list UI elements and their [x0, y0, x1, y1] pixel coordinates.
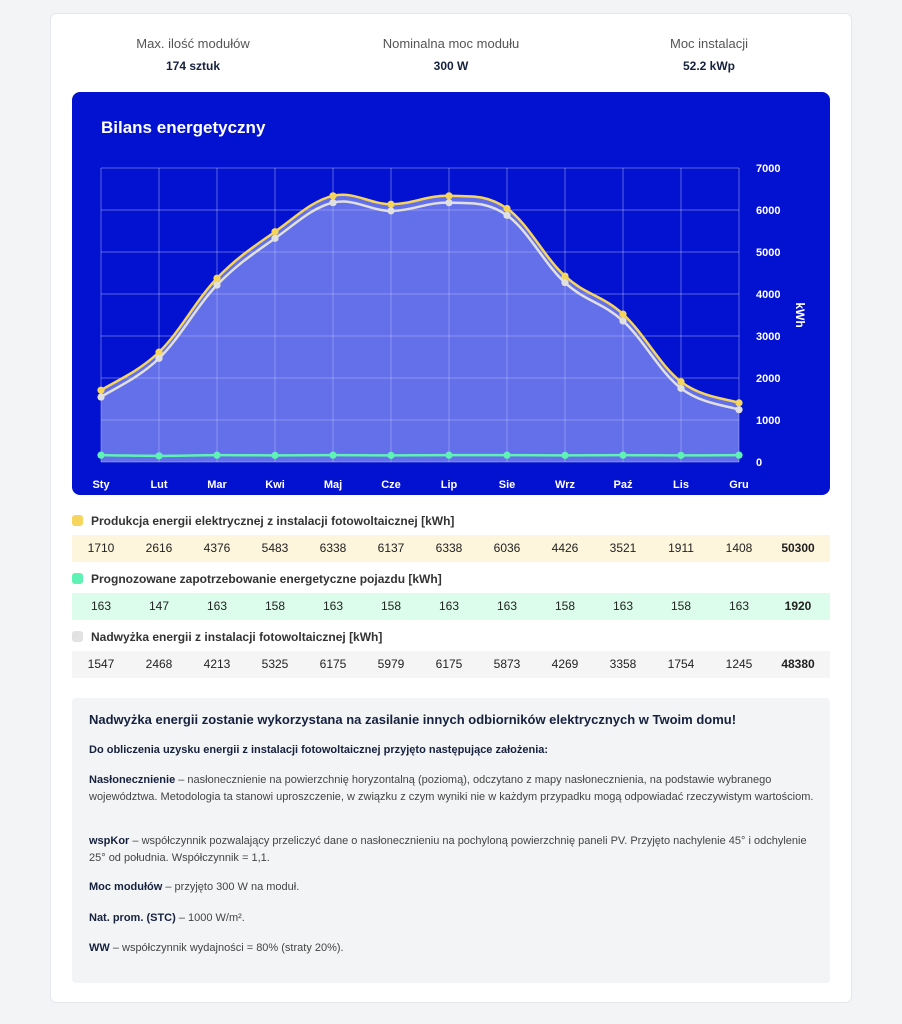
- table-cell: 3358: [609, 657, 637, 671]
- data-point: [503, 452, 510, 459]
- x-tick-label: Lip: [440, 479, 458, 491]
- x-tick-label: Lut: [150, 479, 168, 491]
- data-point: [213, 452, 220, 459]
- table-cell: 163: [728, 599, 750, 613]
- energy-calculator-card: [50, 13, 852, 1003]
- assumption-term: Moc modułów: [89, 881, 163, 893]
- data-point: [271, 235, 278, 242]
- legend-swatch: [72, 573, 83, 584]
- assumption-item: [89, 879, 814, 896]
- table-cell: 5979: [377, 657, 405, 671]
- x-tick-label: Maj: [323, 479, 343, 491]
- legend-label: Produkcja energii elektrycznej z instalacji fotowoltaicznej [kWh]: [91, 514, 455, 528]
- x-tick-label: Wrz: [555, 479, 575, 491]
- table-cell: 1408: [725, 541, 753, 555]
- table-row: [72, 593, 830, 620]
- data-point: [619, 317, 626, 324]
- x-tick-label: Paź: [613, 479, 633, 491]
- legend-label: Prognozowane zapotrzebowanie energetyczne pojazdu [kWh]: [91, 572, 442, 586]
- assumption-term: wspKor: [89, 835, 130, 847]
- table-cell: 5873: [493, 657, 521, 671]
- data-point: [561, 279, 568, 286]
- chart-canvas: [72, 92, 830, 495]
- assumption-term: WW: [89, 942, 110, 954]
- table-cell: 163: [322, 599, 344, 613]
- legend-swatch: [72, 631, 83, 642]
- data-point: [503, 205, 510, 212]
- y-tick-label: 7000: [756, 163, 781, 175]
- data-point: [387, 201, 394, 208]
- y-tick-label: 1000: [756, 415, 781, 427]
- table-row: [72, 651, 830, 678]
- data-point: [329, 452, 336, 459]
- legend-label: Nadwyżka energii z instalacji fotowoltaicznej [kWh]: [91, 630, 383, 644]
- data-point: [329, 199, 336, 206]
- table-cell: 163: [438, 599, 460, 613]
- table-cell: 6338: [319, 541, 347, 555]
- table-cell: 1710: [87, 541, 115, 555]
- legend-swatch: [72, 515, 83, 526]
- table-cell: 5325: [261, 657, 289, 671]
- series-line: [101, 455, 739, 456]
- table-total-cell: 48380: [781, 657, 815, 671]
- stats-summary: [51, 36, 851, 76]
- x-tick-label: Lis: [673, 479, 689, 491]
- assumption-text: – nasłonecznienie na powierzchnię horyzontalną (poziomą), odczytano z mapy nasłonecznienia, na podstawie wybranego województwa. Metodologia ta stanowi uproszczenie, w związku z czym wyniki nie w każdym przypadku mogą odpowiadać rzeczywistym wartościom.: [89, 774, 814, 803]
- data-point: [677, 452, 684, 459]
- table-cell: 147: [148, 599, 170, 613]
- table-cell: 2616: [145, 541, 173, 555]
- table-cell: 4376: [203, 541, 231, 555]
- data-point: [387, 207, 394, 214]
- data-point: [677, 378, 684, 385]
- x-tick-label: Cze: [381, 479, 401, 491]
- table-cell: 1245: [725, 657, 753, 671]
- assumption-item: [89, 940, 814, 957]
- stat-installation-power: [589, 36, 829, 73]
- table-legend: [72, 570, 830, 588]
- assumptions-panel: [72, 698, 830, 983]
- y-tick-label: 5000: [756, 247, 781, 259]
- data-point: [213, 281, 220, 288]
- table-cell: 158: [380, 599, 402, 613]
- table-cell: 1911: [668, 541, 694, 555]
- data-point: [97, 452, 104, 459]
- energy-balance-chart: [72, 92, 830, 495]
- data-point: [271, 452, 278, 459]
- table-legend: [72, 512, 830, 530]
- stat-value: 174 sztuk: [165, 59, 221, 73]
- stat-value: 52.2 kWp: [682, 59, 736, 73]
- table-cell: 6036: [493, 541, 521, 555]
- data-point: [561, 452, 568, 459]
- data-point: [97, 393, 104, 400]
- table-cell: 6175: [319, 657, 347, 671]
- data-point: [387, 452, 394, 459]
- assumption-text: – przyjęto 300 W na moduł.: [162, 881, 300, 893]
- x-tick-label: Sie: [498, 479, 516, 491]
- table-cell: 6175: [435, 657, 463, 671]
- assumption-item: [89, 910, 814, 927]
- stat-label: Max. ilość modułów: [136, 36, 250, 51]
- data-point: [445, 452, 452, 459]
- stat-value: 300 W: [433, 59, 469, 73]
- data-point: [329, 192, 336, 199]
- data-point: [503, 212, 510, 219]
- data-point: [619, 452, 626, 459]
- table-legend: [72, 628, 830, 646]
- table-cell: 4426: [551, 541, 579, 555]
- table-row: [72, 535, 830, 562]
- stat-max-modules: [73, 36, 313, 73]
- data-point: [271, 228, 278, 235]
- production-area: [101, 195, 739, 462]
- x-tick-label: Sty: [92, 479, 110, 491]
- y-tick-label: 2000: [756, 373, 781, 385]
- table-total-cell: 1920: [784, 599, 812, 613]
- table-cell: 4213: [203, 657, 231, 671]
- table-cell: 5483: [261, 541, 289, 555]
- table-cell: 163: [90, 599, 112, 613]
- stat-label: Moc instalacji: [669, 36, 749, 51]
- data-point: [677, 385, 684, 392]
- assumption-item: [89, 772, 814, 806]
- stat-label: Nominalna moc modułu: [382, 36, 520, 51]
- data-point: [445, 192, 452, 199]
- data-point: [735, 406, 742, 413]
- x-tick-label: Mar: [207, 479, 227, 491]
- table-cell: 6338: [435, 541, 463, 555]
- data-point: [619, 311, 626, 318]
- table-cell: 1547: [87, 657, 115, 671]
- table-cell: 2468: [145, 657, 173, 671]
- info-heading: Nadwyżka energii zostanie wykorzystana na zasilanie innych odbiorników elektrycznych w Twoim domu!: [89, 712, 737, 727]
- info-subheading: Do obliczenia uzysku energii z instalacji fotowoltaicznej przyjęto następujące założenia:: [89, 744, 549, 756]
- table-cell: 158: [554, 599, 576, 613]
- assumption-term: Nat. prom. (STC): [89, 912, 176, 924]
- table-total-cell: 50300: [781, 541, 815, 555]
- table-cell: 158: [670, 599, 692, 613]
- y-axis-label: kWh: [793, 302, 807, 328]
- data-point: [155, 355, 162, 362]
- table-cell: 3521: [609, 541, 637, 555]
- table-cell: 4269: [551, 657, 579, 671]
- chart-title: Bilans energetyczny: [101, 118, 266, 137]
- table-cell: 1754: [667, 657, 695, 671]
- data-point: [735, 399, 742, 406]
- y-tick-label: 4000: [756, 289, 781, 301]
- assumption-item: [89, 833, 814, 867]
- data-point: [735, 452, 742, 459]
- x-tick-label: Gru: [729, 479, 749, 491]
- data-point: [445, 199, 452, 206]
- y-tick-label: 6000: [756, 205, 781, 217]
- assumption-text: – 1000 W/m².: [175, 912, 245, 924]
- table-cell: 6137: [377, 541, 405, 555]
- stat-module-power: [331, 36, 571, 73]
- data-point: [97, 387, 104, 394]
- y-tick-label: 0: [756, 457, 763, 469]
- table-cell: 163: [612, 599, 634, 613]
- y-tick-label: 3000: [756, 331, 781, 343]
- assumption-term: Nasłonecznienie: [89, 774, 176, 786]
- table-cell: 163: [496, 599, 518, 613]
- assumption-text: – współczynnik pozwalający przeliczyć dane o nasłonecznieniu na pochyloną powierzchnię paneli PV. Przyjęto nachylenie 45° i odchylenie 25° od południa. Współczynnik = 1,1.: [89, 835, 807, 864]
- assumption-text: – współczynnik wydajności = 80% (straty 20%).: [109, 942, 344, 954]
- x-tick-label: Kwi: [265, 479, 285, 491]
- data-point: [155, 452, 162, 459]
- table-cell: 163: [206, 599, 228, 613]
- table-cell: 158: [264, 599, 286, 613]
